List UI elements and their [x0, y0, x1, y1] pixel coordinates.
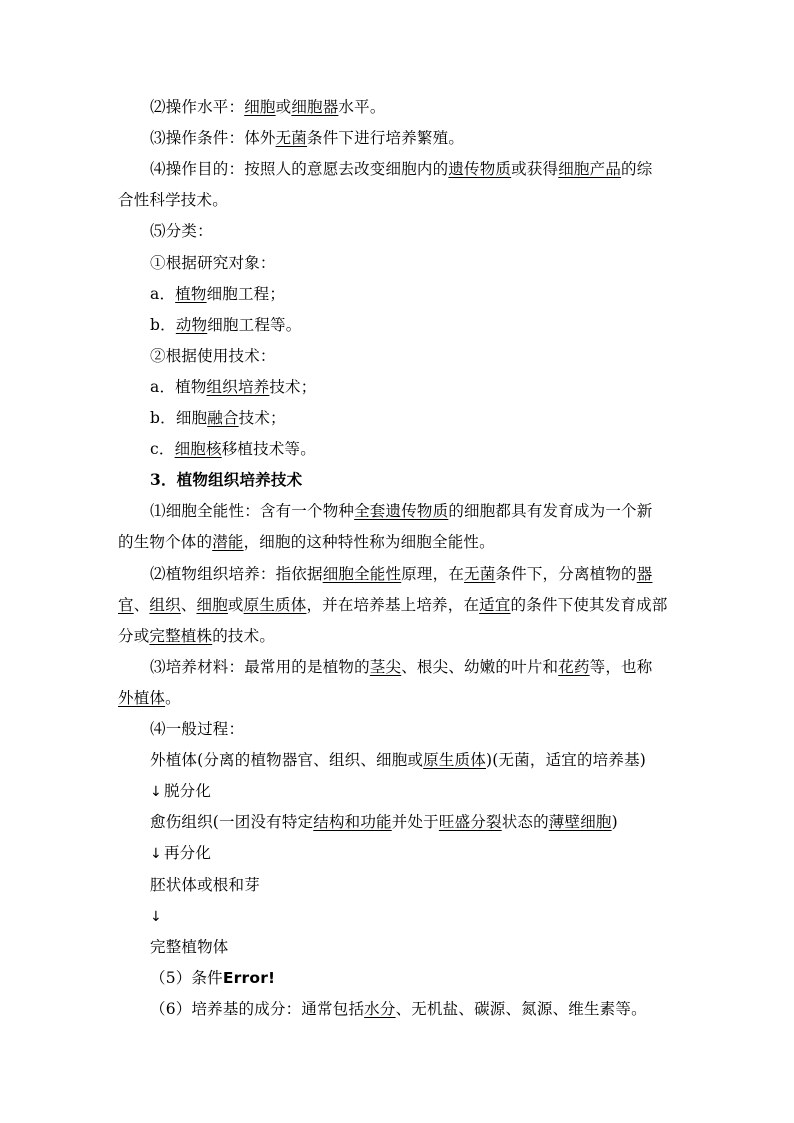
- text-line: [118, 189, 228, 211]
- text: 或获得: [511, 160, 559, 178]
- answer-blank: 外植体: [118, 689, 166, 707]
- answer-blank: 原生质体: [423, 751, 486, 769]
- answer-blank: 官: [118, 596, 134, 614]
- answer-blank: 器: [636, 565, 653, 583]
- text: 合性科学技术。: [118, 191, 228, 209]
- text: 技术；: [238, 409, 286, 427]
- answer-blank: 旺盛分裂: [438, 813, 502, 831]
- text: 分或: [118, 627, 150, 645]
- process-transition: [150, 905, 164, 928]
- text: 愈伤组织(一团没有特定: [150, 813, 314, 831]
- text: 移植技术等。: [221, 440, 316, 458]
- answer-blank: 细胞器: [291, 98, 339, 116]
- process-transition: [150, 780, 211, 803]
- text: ⑷操作目的：按照人的意愿去改变细胞内的: [150, 160, 449, 178]
- text: 并处于: [391, 813, 439, 831]
- answer-blank: 结构和功能: [313, 813, 392, 831]
- answer-blank: 细胞: [244, 98, 276, 116]
- text: 水平。: [338, 98, 386, 116]
- text: ⑶培养材料：最常用的是植物的: [150, 658, 370, 676]
- answer-blank: 融合: [207, 409, 239, 427]
- answer-blank: 无菌: [464, 565, 496, 583]
- text-line: [150, 345, 276, 367]
- text: 再分化: [163, 844, 212, 862]
- answer-blank: 花药: [558, 658, 590, 676]
- answer-blank: 无菌: [275, 129, 308, 147]
- text: ⑸分类：: [150, 222, 213, 240]
- process-step: [150, 936, 229, 958]
- text: 、无机盐、碳源、氮源、维生素等。: [395, 1000, 647, 1018]
- text-line: [118, 594, 668, 616]
- answer-blank: 细胞: [196, 596, 228, 614]
- text: a．植物: [150, 378, 207, 396]
- process-step: [150, 811, 618, 833]
- answer-blank: 茎尖: [369, 658, 402, 676]
- text: 或: [227, 596, 244, 614]
- down-arrow-icon: ↓: [150, 784, 162, 800]
- heading-text: 3．植物组织培养技术: [150, 470, 303, 489]
- answer-blank: 组织培养: [206, 378, 270, 396]
- answer-blank: 薄壁细胞: [548, 813, 612, 831]
- text: ): [611, 813, 618, 831]
- error-field: Error!: [222, 969, 276, 987]
- text: 的生物个体的: [118, 533, 213, 551]
- text: ⑷一般过程：: [150, 720, 245, 738]
- answer-blank: 原生质体: [243, 596, 307, 614]
- text-line: [150, 967, 275, 989]
- section-heading: [150, 469, 302, 491]
- text: 、: [180, 596, 197, 614]
- text-line: [150, 998, 647, 1020]
- text: b．细胞: [150, 409, 208, 427]
- text: 完整植物体: [150, 938, 229, 956]
- text-line: [150, 500, 652, 522]
- text: 状态的: [501, 813, 549, 831]
- text-line: [118, 625, 275, 647]
- text-line: [150, 438, 316, 460]
- answer-blank: 细胞全能性: [322, 565, 402, 583]
- text-line: [150, 252, 276, 274]
- text: ⑶操作条件：体外: [150, 129, 276, 147]
- text: 或: [275, 98, 292, 116]
- text: 胚状体或根和芽: [150, 876, 260, 894]
- text: 条件下，分离植物的: [495, 565, 637, 583]
- text: 、根尖、幼嫩的叶片和: [401, 658, 559, 676]
- text-line: [150, 563, 652, 585]
- answer-blank: 适宜: [479, 596, 511, 614]
- text: c．: [150, 440, 175, 458]
- answer-blank: 细胞核: [174, 440, 222, 458]
- text: ，并在培养基上培养，在: [306, 596, 480, 614]
- text-line: [118, 531, 495, 553]
- answer-blank: 组织: [149, 596, 181, 614]
- text: （5）条件: [150, 969, 223, 987]
- text-line: [118, 687, 181, 709]
- text: 细胞工程等。: [207, 316, 302, 334]
- text: 外植体(分离的植物器官、组织、细胞或: [150, 751, 424, 769]
- answer-blank: 遗传物质: [448, 160, 512, 178]
- answer-blank: 水分: [364, 1000, 396, 1018]
- text-line: [150, 96, 386, 118]
- text: ⑵植物组织培养：指依据: [150, 565, 323, 583]
- text: 的细胞都具有发育成为一个新: [448, 502, 653, 520]
- text: a．: [150, 285, 176, 303]
- text-line: [150, 656, 652, 678]
- text-line: [150, 314, 301, 336]
- answer-blank: 潜能: [212, 533, 244, 551]
- text: )(无菌，适宜的培养基): [485, 751, 647, 769]
- answer-blank: 动物: [175, 316, 208, 334]
- text: ①根据研究对象：: [150, 254, 276, 272]
- text-line: [150, 718, 244, 740]
- text-line: [150, 407, 286, 429]
- text: 、: [133, 596, 150, 614]
- text: 细胞工程；: [206, 285, 286, 303]
- text-line: [150, 158, 652, 180]
- text: ⑵操作水平：: [150, 98, 245, 116]
- process-step: [150, 874, 260, 896]
- text: 的条件下使其发育成部: [510, 596, 668, 614]
- text: 的技术。: [212, 627, 276, 645]
- text: ⑴细胞全能性：含有一个物种: [150, 502, 355, 520]
- down-arrow-icon: ↓: [150, 909, 162, 925]
- text: 脱分化: [163, 782, 212, 800]
- text: 条件下进行培养繁殖。: [307, 129, 465, 147]
- text: b．: [150, 316, 176, 334]
- text-line: [150, 283, 285, 305]
- text-line: [150, 127, 464, 149]
- text: 原理，在: [401, 565, 465, 583]
- text: 的综: [621, 160, 653, 178]
- text: 。: [165, 689, 181, 707]
- answer-blank: 全套遗传物质: [354, 502, 449, 520]
- answer-blank: 植物: [175, 285, 207, 303]
- text: 技术；: [269, 378, 317, 396]
- text-line: [150, 376, 316, 398]
- answer-blank: 细胞产品: [558, 160, 622, 178]
- process-step: [150, 749, 646, 771]
- text: ②根据使用技术：: [150, 347, 276, 365]
- down-arrow-icon: ↓: [150, 846, 162, 862]
- process-transition: [150, 842, 211, 865]
- answer-blank: 完整植株: [149, 627, 213, 645]
- text: 等，也称: [589, 658, 653, 676]
- text: （6）培养基的成分：通常包括: [150, 1000, 365, 1018]
- text-line: [150, 220, 213, 242]
- text: ，细胞的这种特性称为细胞全能性。: [243, 533, 495, 551]
